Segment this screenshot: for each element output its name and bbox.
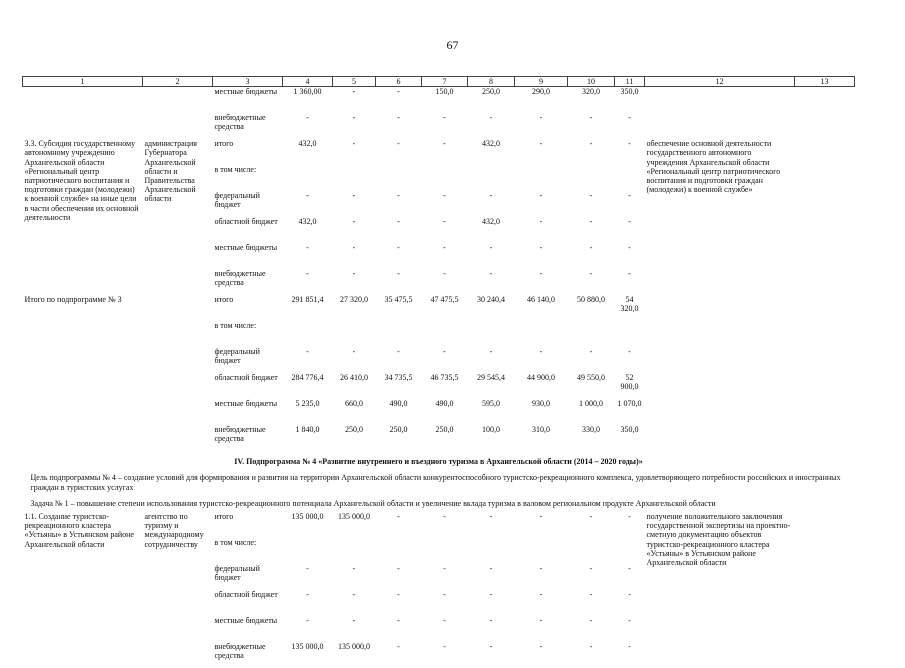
program-table <box>22 76 855 668</box>
expected-result <box>645 87 795 140</box>
amount-cell <box>568 538 615 564</box>
amount-cell: 49 550,0 <box>577 373 605 383</box>
table-row <box>23 496 855 512</box>
amount-cell <box>615 321 645 347</box>
amount-cell: 34 735,5 <box>384 373 413 383</box>
funding-source: местные бюджеты <box>214 399 278 409</box>
expected-result: обеспечение основной деятельности государственного автономного учреждения Архангельской области «Региональный центр патриотического воспитания и подготовки граждан (молодежи) к военной службе» <box>646 139 781 195</box>
amount-cell: 660,0 <box>345 399 363 409</box>
amount-cell <box>615 165 645 191</box>
executor <box>143 87 213 140</box>
amount-cell: 1 000,0 <box>579 399 603 409</box>
amount-cell: - <box>397 87 400 97</box>
amount-cell: - <box>397 589 400 599</box>
table-row <box>23 295 855 321</box>
amount-cell: 47 475,5 <box>430 295 459 305</box>
amount-cell: 290,0 <box>532 87 550 97</box>
amount-cell: - <box>443 615 446 625</box>
header-cell: 3 <box>213 77 283 87</box>
amount-cell: - <box>397 139 400 149</box>
amount-cell: - <box>589 269 593 279</box>
amount-cell: - <box>397 243 400 253</box>
amount-cell: - <box>352 347 356 357</box>
amount-cell: - <box>589 511 593 521</box>
amount-cell: - <box>443 347 446 357</box>
amount-cell: - <box>397 113 400 123</box>
amount-cell: 1 070,0 <box>617 399 642 409</box>
amount-cell: - <box>628 589 631 599</box>
table-row <box>23 451 855 470</box>
amount-cell: - <box>352 589 356 599</box>
amount-cell: 350,0 <box>620 425 639 435</box>
amount-cell <box>422 321 468 347</box>
amount-cell: 135 000,0 <box>291 511 324 521</box>
amount-cell: 135 000,0 <box>338 511 370 521</box>
subprogram-task: Задача № 1 – повышение степени использования туристско-рекреационного потенциала Архангельской области и увеличение вклада туризма в валовом региональном продукте Архангельской области <box>30 498 716 508</box>
measure-name: 1.1. Создание туристско-рекреационного кластера «Устьяны» в Устьянском районе Архангельской области <box>24 511 134 549</box>
amount-cell: - <box>489 511 493 521</box>
amount-cell: - <box>352 113 356 123</box>
funding-source: внебюджетные средства <box>214 269 266 288</box>
amount-cell: - <box>443 589 446 599</box>
amount-cell <box>283 538 333 564</box>
funding-source: внебюджетные средства <box>214 641 266 661</box>
amount-cell: 432,0 <box>482 217 500 227</box>
amount-cell <box>468 538 515 564</box>
amount-cell: - <box>539 243 543 253</box>
amount-cell: 150,0 <box>435 87 454 97</box>
amount-cell: - <box>589 191 593 201</box>
amount-cell: - <box>489 243 493 253</box>
amount-cell: 250,0 <box>435 425 454 435</box>
amount-cell: - <box>628 269 631 279</box>
funding-source: федеральный бюджет <box>214 563 260 583</box>
amount-cell <box>283 321 333 347</box>
subprogram-goal: Цель подпрограммы № 4 – создание условий для формирования и развития на территории Архангельской области конкурентоспособного туристско-рекреационного комплекса, удовлетворяющего потребности российских и иностранных граждан в туристских услугах <box>30 473 841 492</box>
amount-cell: - <box>352 615 356 625</box>
amount-cell: 26 410,0 <box>340 373 368 383</box>
measure-name: 3.3. Субсидия государственному автономному учреждению Архангельской области «Региональный центр патриотического воспитания и подготовки граждан (молодежи) к военной службе» на иные цели в части обеспечения их основной деятельности <box>24 139 139 222</box>
amount-cell: 490,0 <box>435 399 454 409</box>
page-number: 67 <box>446 38 459 52</box>
funding-source: областной бюджет <box>214 589 278 599</box>
amount-cell: 250,0 <box>482 87 500 97</box>
amount-cell: - <box>397 191 400 201</box>
amount-cell: - <box>397 641 400 651</box>
amount-cell <box>568 321 615 347</box>
header-row <box>23 77 855 87</box>
amount-cell <box>422 165 468 191</box>
amount-cell: 27 320,0 <box>340 295 368 305</box>
amount-cell: - <box>628 217 631 227</box>
measure-name <box>23 87 143 140</box>
amount-cell: - <box>628 347 631 357</box>
amount-cell: - <box>539 113 543 123</box>
header-cell: 6 <box>376 77 422 87</box>
amount-cell: - <box>628 563 631 573</box>
executor: агентство по туризму и международному сотрудничеству <box>144 511 204 549</box>
header-cell: 4 <box>283 77 333 87</box>
amount-cell: - <box>306 589 309 599</box>
amount-cell: 5 235,0 <box>295 399 320 409</box>
header-cell: 13 <box>795 77 855 87</box>
amount-cell: - <box>352 243 356 253</box>
amount-cell: 595,0 <box>482 399 500 409</box>
executor: администрация Губернатора Архангельской области и Правительства Архангельской области <box>144 139 197 204</box>
amount-cell: - <box>306 563 309 573</box>
amount-cell: - <box>628 243 631 253</box>
amount-cell: - <box>489 641 493 651</box>
funding-source: федеральный бюджет <box>214 191 260 210</box>
amount-cell: - <box>539 347 543 357</box>
amount-cell: - <box>539 589 543 599</box>
amount-cell: - <box>489 589 493 599</box>
amount-cell: 29 545,4 <box>477 373 505 383</box>
amount-cell: - <box>306 191 309 201</box>
amount-cell: 490,0 <box>389 399 408 409</box>
funding-source: местные бюджеты <box>214 615 278 625</box>
funding-source: местные бюджеты <box>214 243 278 253</box>
measure-name: Итого по подпрограмме № 3 <box>24 295 122 305</box>
amount-cell: - <box>306 347 309 357</box>
amount-cell: - <box>489 191 493 201</box>
amount-cell: - <box>397 269 400 279</box>
funding-source: внебюджетные средства <box>214 425 266 444</box>
amount-cell: - <box>489 563 493 573</box>
amount-cell: - <box>352 217 356 227</box>
amount-cell: - <box>306 269 309 279</box>
amount-cell <box>333 165 376 191</box>
amount-cell: - <box>397 347 400 357</box>
amount-cell <box>422 538 468 564</box>
amount-cell: - <box>443 563 446 573</box>
amount-cell: - <box>539 139 543 149</box>
header-cell: 7 <box>422 77 468 87</box>
funding-source: в том числе: <box>214 165 257 175</box>
amount-cell: - <box>352 139 356 149</box>
amount-cell <box>615 538 645 564</box>
expected-result: получение положительного заключения государственной экспертизы на проектно-сметную документацию объектов туристско-рекреационного кластера «Устьяны» в Устьянском районе Архангельской области <box>646 511 791 567</box>
executor <box>143 295 213 451</box>
amount-cell: 310,0 <box>532 425 550 435</box>
header-cell: 9 <box>515 77 568 87</box>
amount-cell: 100,0 <box>482 425 500 435</box>
funding-source: итого <box>214 139 234 149</box>
amount-cell <box>376 321 422 347</box>
funding-source: в том числе: <box>214 537 257 547</box>
amount-cell: 350,0 <box>620 87 639 97</box>
amount-cell: - <box>489 113 493 123</box>
amount-cell: - <box>628 511 631 521</box>
amount-cell: 1 840,0 <box>295 425 320 435</box>
amount-cell: - <box>443 217 446 227</box>
amount-cell: - <box>489 615 493 625</box>
amount-cell: 250,0 <box>389 425 408 435</box>
header-cell: 10 <box>568 77 615 87</box>
funding-source: итого <box>214 511 234 521</box>
funding-source: федеральный бюджет <box>214 347 260 366</box>
amount-cell: 930,0 <box>532 399 550 409</box>
amount-cell: - <box>628 139 631 149</box>
amount-cell: 46 735,5 <box>430 373 459 383</box>
amount-cell: - <box>306 113 309 123</box>
amount-cell: - <box>306 615 309 625</box>
amount-cell: - <box>589 589 593 599</box>
funding-source: в том числе: <box>214 321 257 331</box>
amount-cell: 46 140,0 <box>527 295 555 305</box>
amount-cell: - <box>397 511 400 521</box>
amount-cell: - <box>397 615 400 625</box>
table-row <box>23 139 855 165</box>
amount-cell: - <box>628 191 631 201</box>
amount-cell <box>333 321 376 347</box>
amount-cell: - <box>539 511 543 521</box>
funding-source: областной бюджет <box>214 373 278 383</box>
amount-cell: 50 880,0 <box>577 295 605 305</box>
funding-source: итого <box>214 295 234 305</box>
amount-cell <box>515 538 568 564</box>
amount-cell: 330,0 <box>582 425 600 435</box>
column-13-cell <box>795 87 855 140</box>
table-row <box>23 512 855 538</box>
amount-cell: - <box>539 191 543 201</box>
amount-cell: - <box>539 615 543 625</box>
amount-cell <box>468 321 515 347</box>
amount-cell: - <box>443 269 446 279</box>
amount-cell: 52 900,0 <box>620 373 639 392</box>
amount-cell: 432,0 <box>482 139 500 149</box>
amount-cell: - <box>539 217 543 227</box>
amount-cell: 44 900,0 <box>527 373 555 383</box>
header-cell: 5 <box>333 77 376 87</box>
section-title: IV. Подпрограмма № 4 «Развитие внутреннего и въездного туризма в Архангельской области (2014 – 2020 годы)» <box>234 457 643 467</box>
amount-cell: - <box>589 139 593 149</box>
table-row <box>23 87 855 114</box>
amount-cell: - <box>352 563 356 573</box>
column-13-cell <box>795 139 855 295</box>
amount-cell: - <box>306 243 309 253</box>
amount-cell: - <box>443 511 446 521</box>
amount-cell <box>333 538 376 564</box>
funding-source: областной бюджет <box>214 217 278 227</box>
amount-cell: - <box>589 347 593 357</box>
amount-cell <box>468 165 515 191</box>
amount-cell: - <box>539 641 543 651</box>
amount-cell: 30 240,4 <box>477 295 505 305</box>
amount-cell: - <box>589 243 593 253</box>
amount-cell: - <box>352 87 356 97</box>
amount-cell: 1 360,00 <box>293 87 322 97</box>
amount-cell: - <box>628 641 631 651</box>
header-cell: 8 <box>468 77 515 87</box>
amount-cell: - <box>352 191 356 201</box>
amount-cell: - <box>539 269 543 279</box>
amount-cell: 284 776,4 <box>291 373 324 383</box>
amount-cell: 291 851,4 <box>291 295 324 305</box>
amount-cell: - <box>589 113 593 123</box>
header-cell: 2 <box>143 77 213 87</box>
amount-cell: 432,0 <box>298 139 317 149</box>
amount-cell: - <box>539 563 543 573</box>
amount-cell: - <box>489 347 493 357</box>
amount-cell: - <box>397 217 400 227</box>
amount-cell: 135 000,0 <box>291 641 324 651</box>
amount-cell <box>376 538 422 564</box>
amount-cell: 135 000,0 <box>338 641 370 651</box>
amount-cell <box>568 165 615 191</box>
amount-cell: 320,0 <box>582 87 600 97</box>
amount-cell <box>376 165 422 191</box>
table-row <box>23 470 855 495</box>
amount-cell <box>283 165 333 191</box>
amount-cell: - <box>443 641 446 651</box>
header-cell: 11 <box>615 77 645 87</box>
funding-source: внебюджетные средства <box>214 113 266 132</box>
amount-cell: - <box>589 641 593 651</box>
amount-cell: 432,0 <box>298 217 317 227</box>
amount-cell: - <box>443 139 446 149</box>
column-13-cell <box>795 512 855 668</box>
amount-cell: 250,0 <box>345 425 363 435</box>
header-cell: 12 <box>645 77 795 87</box>
funding-source: местные бюджеты <box>214 87 278 97</box>
amount-cell: - <box>443 191 446 201</box>
amount-cell: - <box>628 615 631 625</box>
header-cell: 1 <box>23 77 143 87</box>
amount-cell: - <box>489 269 493 279</box>
amount-cell: - <box>397 563 400 573</box>
amount-cell: - <box>589 563 593 573</box>
amount-cell <box>515 321 568 347</box>
amount-cell: - <box>443 243 446 253</box>
expected-result <box>645 295 795 451</box>
amount-cell: - <box>628 113 631 123</box>
amount-cell: - <box>589 217 593 227</box>
amount-cell: 54 320,0 <box>620 295 639 314</box>
column-13-cell <box>795 295 855 451</box>
amount-cell <box>515 165 568 191</box>
amount-cell: - <box>352 269 356 279</box>
amount-cell: - <box>443 113 446 123</box>
amount-cell: 35 475,5 <box>384 295 413 305</box>
amount-cell: - <box>589 615 593 625</box>
